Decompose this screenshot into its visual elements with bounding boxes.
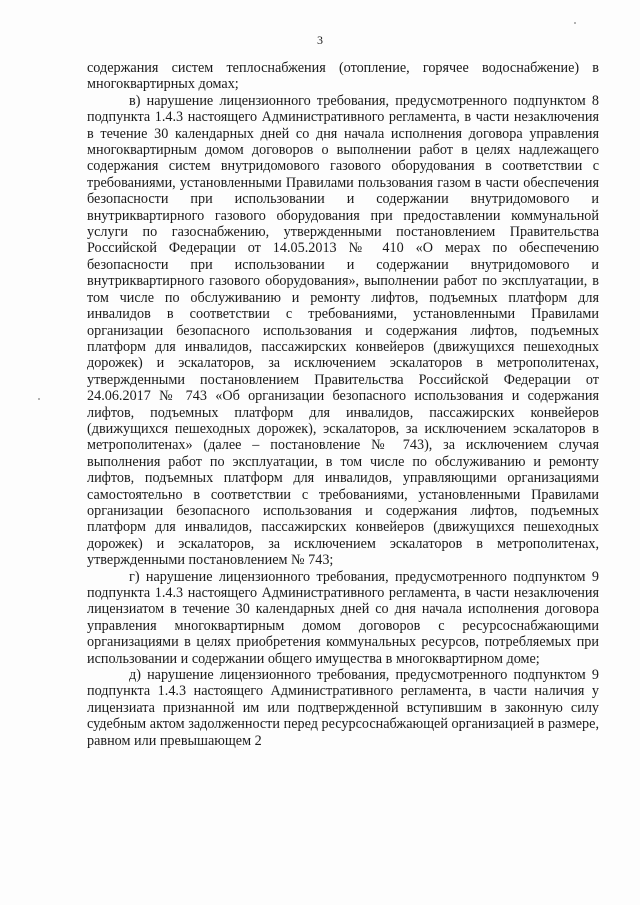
document-body bbox=[87, 60, 599, 749]
paragraph-item-v: в) нарушение лицензионного требования, предусмотренного подпунктом 8 подпункта 1.4.3 настоящего Административного регламента, в части незаключения в течение 30 календарных дней со дня начала исполнения договора управления многоквартирным домом договоров о выполнении работ в целях надлежащего содержания систем внутридомового газового оборудования в соответствии с требованиями, установленными Правилами пользования газом в части обеспечения безопасности при использовании и содержании внутридомового и внутриквартирного газового оборудования при предоставлении коммунальной услуги по газоснабжению, утвержденными постановлением Правительства Российской Федерации от 14.05.2013 № 410 «О мерах по обеспечению безопасности при использовании и содержании внутридомового и внутриквартирного газового оборудования», выполнении работ по эксплуатации, в том числе по обслуживанию и ремонту лифтов, подъемных платформ для инвалидов в соответствии с требованиями, установленными Правилами организации безопасного использования и содержания лифтов, подъемных платформ для инвалидов, пассажирских конвейеров (движущихся пешеходных дорожек) и эскалаторов, за исключением эскалаторов в метрополитенах, утвержденными постановлением Правительства Российской Федерации от 24.06.2017 № 743 «Об организации безопасного использования и содержания лифтов, подъемных платформ для инвалидов, пассажирских конвейеров (движущихся пешеходных дорожек), эскалаторов, за исключением эскалаторов в метрополитенах» (далее – постановление № 743), за исключением случая выполнения работ по эксплуатации, в том числе по обслуживанию и ремонту лифтов, подъемных платформ для инвалидов, управляющими организациями самостоятельно в соответствии с требованиями, установленными Правилами организации безопасного использования и содержания лифтов, подъемных платформ для инвалидов, пассажирских конвейеров (движущихся пешеходных дорожек) и эскалаторов, за исключением эскалаторов в метрополитенах, утвержденными постановлением № 743; bbox=[87, 92, 599, 569]
paragraph-continuation: содержания систем теплоснабжения (отопление, горячее водоснабжение) в многоквартирных домах; bbox=[87, 60, 599, 93]
paragraph-item-g: г) нарушение лицензионного требования, предусмотренного подпунктом 9 подпункта 1.4.3 настоящего Административного регламента, в части незаключения лицензиатом в течение 30 календарных дней со дня начала исполнения договора управления многоквартирным домом договоров с ресурсоснабжающими организациями в целях приобретения коммунальных ресурсов, потребляемых при использовании и содержании общего имущества в многоквартирном доме; bbox=[87, 568, 599, 667]
scan-speck bbox=[38, 398, 40, 400]
paragraph-item-d: д) нарушение лицензионного требования, предусмотренного подпунктом 9 подпункта 1.4.3 настоящего Административного регламента, в части наличия у лицензиата признанной им или подтвержденной вступившим в законную силу судебным актом задолженности перед ресурсоснабжающей организацией в размере, равном или превышающем 2 bbox=[87, 667, 599, 749]
page-number: 3 bbox=[317, 33, 323, 47]
scan-speck bbox=[574, 22, 576, 24]
